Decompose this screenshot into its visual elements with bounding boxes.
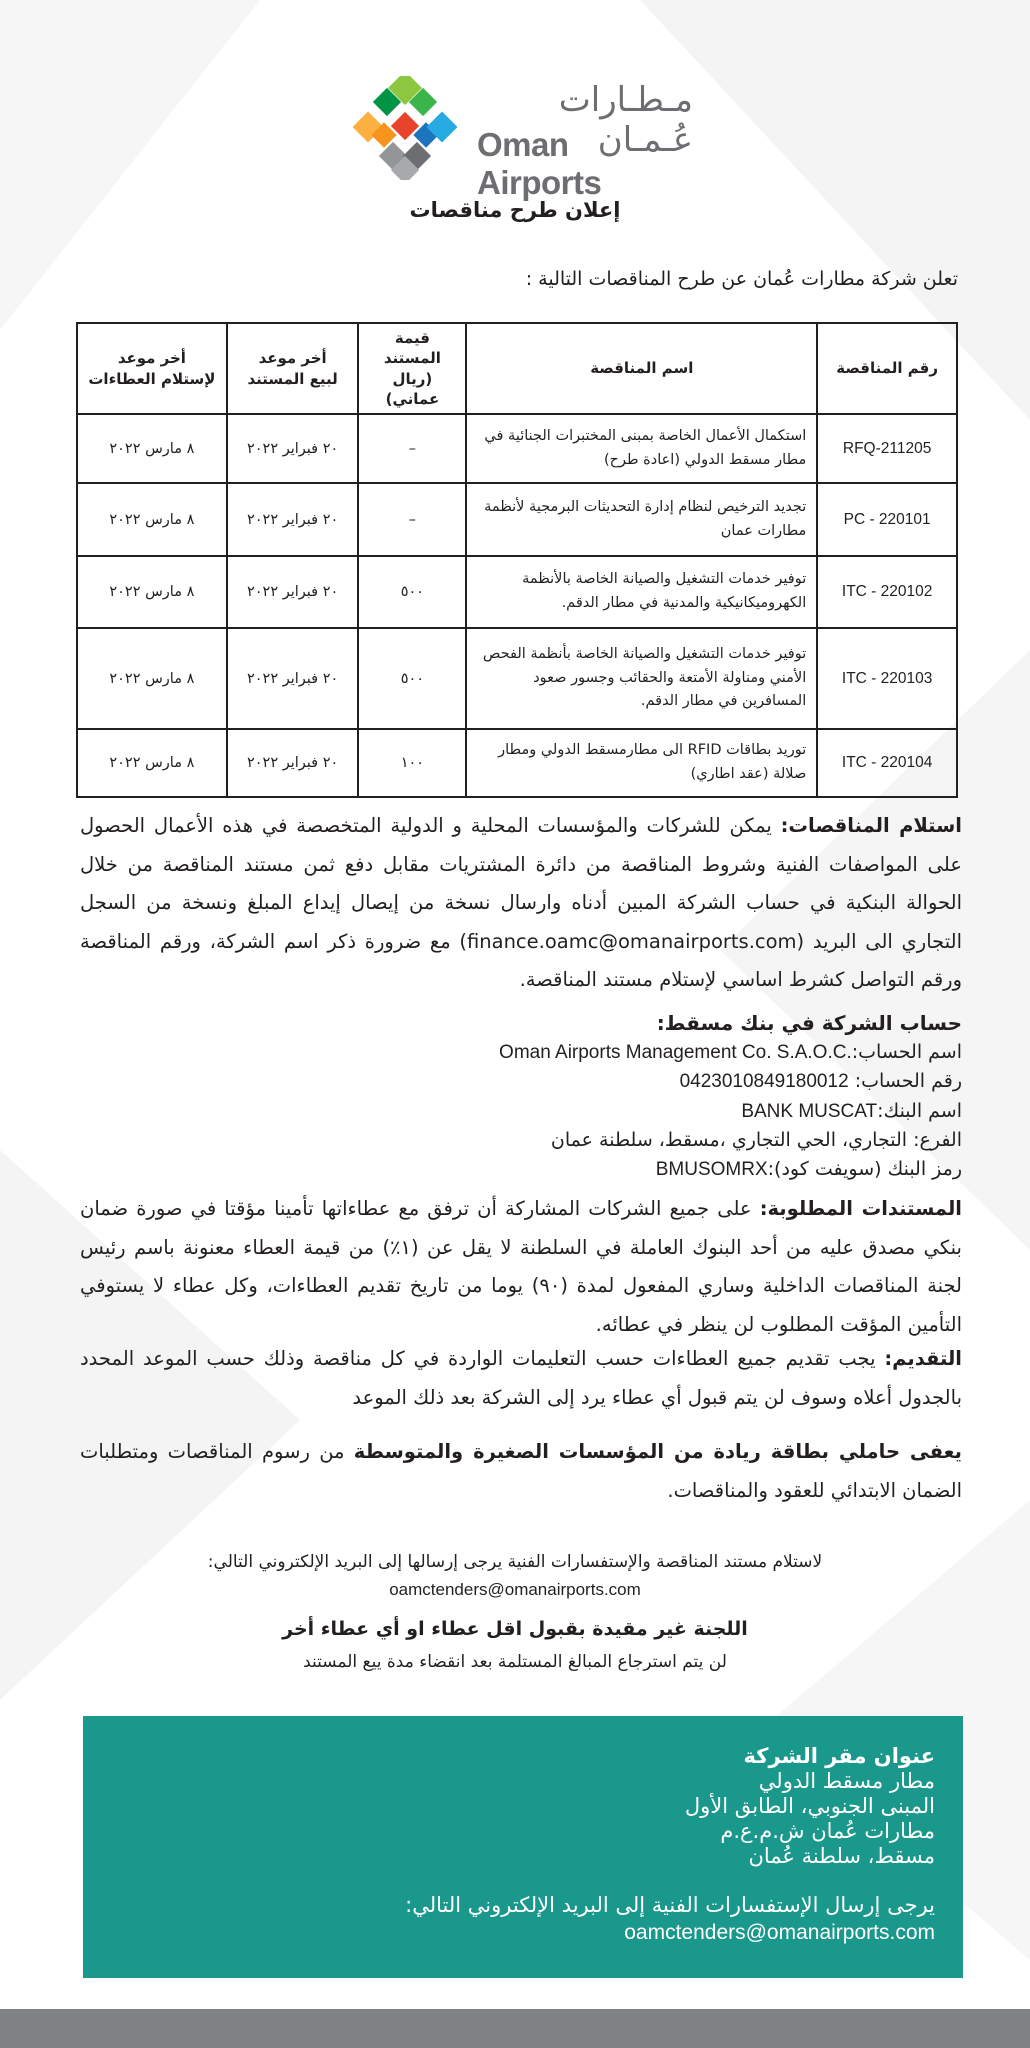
bank-name: BANK MUSCAT [741,1100,878,1122]
doc-value-cell: ٥٠٠ [358,556,466,628]
notes-section [0,1548,1030,1676]
doc-value-cell: – [358,483,466,556]
address-line: المبنى الجنوبي، الطابق الأول [684,1794,935,1818]
bank-account-number-line: رقم الحساب: 0423010849180012 [679,1070,962,1092]
refund-note: لن يتم استرجاع المبالغ المستلمة بعد انقضاء مدة ييع المستند [303,1652,727,1672]
table-row [77,414,957,483]
submission-label: التقديم: [884,1347,962,1370]
sme-exemption-paragraph [80,1433,962,1510]
table-row [77,729,957,797]
address-line: مسقط، سلطنة عُمان [748,1844,935,1868]
required-documents-paragraph [80,1190,962,1344]
table-row [77,628,957,729]
inquiry-email-link[interactable]: oamctenders@omanairports.com [389,1580,641,1599]
bank-swift-line: رمز البنك (سويفت كود):BMUSOMRX [655,1157,962,1180]
footer-contact [405,1891,935,1947]
table-header-row [77,323,957,414]
footer-inquiry-text: يرجى إرسال الإستفسارات الفنية إلى البريد الإلكتروني التالي: [405,1893,935,1917]
bank-branch-line: الفرع: التجاري، الحي التجاري ،مسقط، سلطنة عمان [550,1129,962,1151]
last-sale-cell: ٢٠ فبراير ٢٠٢٢ [227,628,359,729]
sme-exemption-text: من رسوم المناقصات ومتطلبات الضمان الابتدائي للعقود والمناقصات. [80,1440,962,1502]
bank-account-name: Oman Airports Management Co. S.A.O.C. [499,1041,852,1063]
last-sale-cell: ٢٠ فبراير ٢٠٢٢ [227,729,359,797]
tender-name-cell: توفير خدمات التشغيل والصيانة الخاصة بأنظمة الفحص الأمني ومناولة الأمتعة والحقائب وجسور صعود المسافرين في مطار الدقم. [466,628,817,729]
receive-tenders-text: يمكن للشركات والمؤسسات المحلية و الدولية المتخصصة في هذه الأعمال الحصول على المواصفات الفنية وشروط المناقصة من دائرة المشتريات مقابل دفع ثمن مستند المناقصة من خلال الحوالة البنكية في حساب الشركة المبين أدناه وارسال نسخة من إيصال إيداع المبلغ ونسخة من السجل التجاري الى البريد (finance.oamc@omanairports.com) مع ضرورة ذكر اسم الشركة، ورقم المناقصة ورقم التواصل كشرط اساسي لإستلام مستند المناقصة. [80,814,962,991]
address-line: مطار مسقط الدولي [758,1769,935,1793]
sme-exemption-label: يعفى حاملي بطاقة ريادة من المؤسسات الصغيرة والمتوسطة [353,1440,962,1463]
tender-no-cell: PC - 220101 [817,483,957,556]
bank-account-name-line: اسم الحساب:Oman Airports Management Co. S.A.O.C. [499,1040,962,1063]
bank-name-line: اسم البنك:BANK MUSCAT [741,1099,962,1122]
last-receipt-cell: ٨ مارس ٢٠٢٢ [77,729,227,797]
intro-text: تعلن شركة مطارات عُمان عن طرح المناقصات التالية : [525,268,958,290]
tender-no-cell: ITC - 220104 [817,729,957,797]
company-address [685,1744,935,1869]
bank-account-number: 0423010849180012 [679,1071,849,1092]
last-receipt-cell: ٨ مارس ٢٠٢٢ [77,556,227,628]
last-sale-cell: ٢٠ فبراير ٢٠٢٢ [227,483,359,556]
table-row [77,556,957,628]
header-tender-no: رقم المناقصة [817,323,957,414]
submission-paragraph [80,1340,962,1417]
last-receipt-cell: ٨ مارس ٢٠٢٢ [77,628,227,729]
tender-name-cell: تجديد الترخيص لنظام إدارة التحديثات البرمجية لأنظمة مطارات عمان [466,483,817,556]
header-last-receipt-date: أخر موعد لإستلام العطاءات [77,323,227,414]
logo-text-arabic: مـطـارات عُـمـان [558,80,693,160]
committee-note: اللجنة غير مقيدة بقبول اقل عطاء او أي عطاء أخر [282,1618,748,1640]
table-row [77,483,957,556]
bank-swift-code: BMUSOMRX [655,1158,768,1180]
bank-section-title: حساب الشركة في بنك مسقط: [656,1011,962,1035]
tender-no-cell: ITC - 220103 [817,628,957,729]
footer-address-box [83,1716,963,1978]
last-receipt-cell: ٨ مارس ٢٠٢٢ [77,414,227,483]
address-line: مطارات عُمان ش.م.ع.م [720,1819,935,1843]
bank-account-section [362,1009,962,1184]
tenders-table [76,322,958,798]
required-documents-text: على جميع الشركات المشاركة أن ترفق مع عطاءاتها تأمينا مؤقتا في صورة ضمان بنكي مصدق عليه من أحد البنوك العاملة في السلطنة لا يقل عن (١٪) من قيمة العطاء معنونة باسم رئيس لجنة المناقصات الداخلية وساري المفعول لمدة (٩٠) يوما من تاريخ تقديم العطاءات، وكل عطاء لا يستوفي التأمين المؤقت المطلوب لن ينظر في عطائه. [80,1197,962,1336]
bottom-bar [0,2009,1030,2048]
tender-no-cell: RFQ-211205 [817,414,957,483]
company-logo [353,74,693,201]
footer-email-link[interactable]: oamctenders@omanairports.com [624,1921,935,1944]
doc-value-cell: – [358,414,466,483]
logo-text-english: Oman Airports [477,126,602,201]
header-last-sale-date: أخر موعد لبيع المستند [227,323,359,414]
page-title: إعلان طرح مناقصات [409,198,621,222]
doc-value-cell: ١٠٠ [358,729,466,797]
required-documents-label: المستندات المطلوبة: [759,1197,962,1220]
receive-tenders-label: استلام المناقصات: [780,814,962,837]
header-tender-name: اسم المناقصة [466,323,817,414]
tender-name-cell: توفير خدمات التشغيل والصيانة الخاصة بالأنظمة الكهروميكانيكية والمدنية في مطار الدقم. [466,556,817,628]
tender-name-cell: استكمال الأعمال الخاصة بمبنى المختبرات الجنائية في مطار مسقط الدولي (اعادة طرح) [466,414,817,483]
doc-value-cell: ٥٠٠ [358,628,466,729]
address-title: عنوان مقر الشركة [743,1744,935,1768]
inquiry-note: لاستلام مستند المناقصة والإستفسارات الفنية يرجى إرسالها إلى البريد الإلكتروني التالي: [207,1552,823,1572]
receive-tenders-paragraph [80,807,962,1000]
last-sale-cell: ٢٠ فبراير ٢٠٢٢ [227,556,359,628]
oman-airports-logo-icon [353,76,457,180]
last-receipt-cell: ٨ مارس ٢٠٢٢ [77,483,227,556]
bank-branch: التجاري، الحي التجاري ،مسقط، سلطنة عمان [550,1129,908,1151]
tender-name-cell: توريد بطاقات RFID الى مطارمسقط الدولي ومطار صلالة (عقد اطاري) [466,729,817,797]
header-doc-value: قيمة المستند (ريال عماني) [358,323,466,414]
tender-no-cell: ITC - 220102 [817,556,957,628]
last-sale-cell: ٢٠ فبراير ٢٠٢٢ [227,414,359,483]
submission-text: يجب تقديم جميع العطاءات حسب التعليمات الواردة في كل مناقصة وذلك حسب الموعد المحدد بالجدول أعلاه وسوف لن يتم قبول أي عطاء يرد إلى الشركة بعد ذلك الموعد [80,1347,962,1409]
